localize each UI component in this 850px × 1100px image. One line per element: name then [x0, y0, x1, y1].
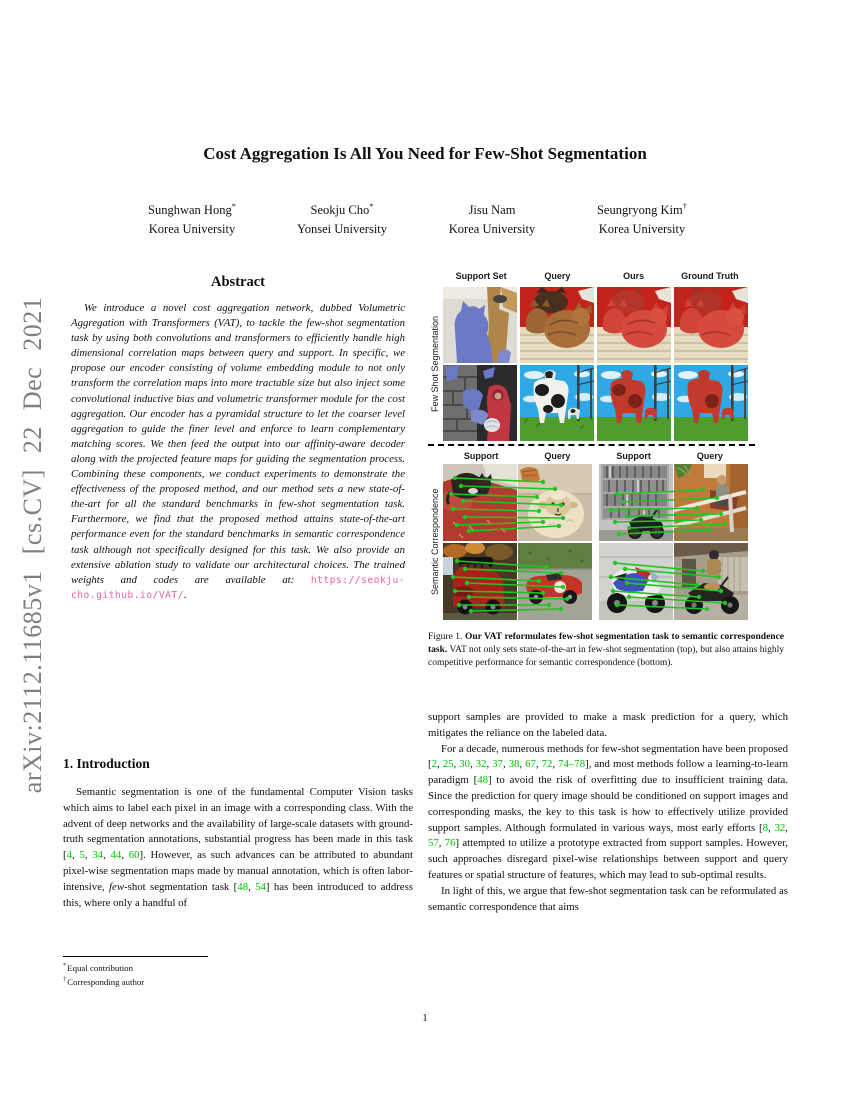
author-3: [417, 197, 567, 239]
author-name: Sunghwan Hong*: [148, 201, 236, 218]
author-1: [117, 197, 267, 239]
author-name: Jisu Nam: [468, 203, 516, 218]
footnote-corresponding-author: †Corresponding author: [63, 976, 145, 988]
author-affiliation: Korea University: [448, 222, 536, 237]
paper-title: Cost Aggregation Is All You Need for Few-Shot Segmentation: [203, 144, 647, 163]
author-affiliation: Korea University: [148, 222, 236, 237]
introduction-text: Semantic segmentation is one of the fundamental Computer Vision tasks which aims to label each pixel in an image with a corresponding class. With the advent of deep networks and the availability of large-scale datasets with ground-truth segmentation annotations, substantial progress has been made in this task [4, 5, 34, 44, 60]. However, as such advances can be attributed to abundant pixel-wise segmentation maps made by manual annotation, which is often labor-intensive, few-shot segmentation task [48, 54] has been introduced to address this, where only a handful of: [63, 786, 414, 909]
author-name: Seungryong Kim†: [596, 201, 687, 218]
few-shot-segmentation-label: Few Shot Segmentation: [430, 315, 440, 413]
semantic-correspondence-label: Semantic Correspondence: [430, 488, 440, 596]
header-query-right: Query: [696, 451, 723, 461]
author-4: [567, 197, 717, 239]
semantic-correspondence-grid: [443, 464, 748, 622]
fewshot-cat-ours-image: [597, 287, 671, 363]
header-support-left: Support: [463, 451, 499, 461]
fewshot-cow-support-image: [443, 365, 517, 441]
figure-caption: Figure 1. Our VAT reformulates few-shot segmentation task to semantic correspondence task. VAT not only sets state-of-the-art in few-shot segmentation (top), but also attains highly competitive performance for semantic correspondence (bottom).: [428, 632, 784, 669]
author-block: [117, 197, 717, 239]
author-affiliation: Yonsei University: [296, 222, 388, 237]
dashed-separator: [428, 444, 755, 446]
match-lines-overlay: [443, 464, 592, 541]
correspondence-pair-motorcycles: [599, 543, 748, 620]
header-query-left: Query: [544, 451, 571, 461]
section-heading-introduction: 1. Introduction: [63, 756, 150, 771]
fewshot-cow-ours-image: [597, 365, 671, 441]
footnotes: [63, 956, 413, 989]
figure-top-column-headers: [443, 271, 748, 281]
match-lines-overlay: [443, 543, 592, 620]
footnote-equal-contribution: *Equal contribution: [63, 962, 133, 973]
fewshot-cat-query-image: [520, 287, 594, 363]
figure-1: [428, 270, 788, 622]
arxiv-banner: arXiv:2112.11685v1 [cs.CV] 22 Dec 2021: [18, 296, 47, 794]
fewshot-cow-groundtruth-image: [674, 365, 748, 441]
right-column-body: [428, 710, 788, 915]
author-affiliation: Korea University: [598, 222, 686, 237]
paragraph-support-samples: support samples are provided to make a mask prediction for a query, which mitigates the reliance on the labeled data.: [428, 711, 788, 739]
header-ground-truth: Ground Truth: [681, 271, 739, 281]
correspondence-pair-bookshelf-room: [599, 464, 748, 541]
fewshot-cat-groundtruth-image: [674, 287, 748, 363]
match-lines-overlay: [599, 464, 748, 541]
header-support-set: Support Set: [455, 271, 507, 281]
paragraph-for-a-decade: For a decade, numerous methods for few-shot segmentation have been proposed [2, 25, 30, 32, 37, 38, 67, 72, 74–78], and most methods follow a learning-to-learn paradigm [48] to avoid the risk of overfitting due to insufficient training data. Since the prediction for query image should be conditioned on support images and corresponding masks, the key to this task is how to effectively utilize provided support samples. Although formulated in various ways, most early efforts [8, 32, 57, 76] attempted to utilize a prototype extracted from support samples. However, such approaches disregard pixel-wise relationships between support and query features or spatial structure of features, which may lead to sub-optimal results.: [428, 742, 788, 881]
abstract-heading: Abstract: [211, 274, 265, 290]
figure-bottom-column-headers: [443, 451, 748, 461]
header-support-right: Support: [616, 451, 651, 461]
footnote-rule: [63, 956, 208, 957]
few-shot-segmentation-grid: [443, 287, 748, 441]
page-number: 1: [422, 1013, 428, 1024]
author-name: Seokju Cho*: [310, 201, 374, 218]
header-query: Query: [544, 271, 571, 281]
header-ours: Ours: [623, 271, 645, 281]
abstract-text: We introduce a novel cost aggregation network, dubbed Volumetric Aggregation with Transformers (VAT), to tackle the few-shot segmentation task by using both convolutions and transformers to efficiently handle high dimensional correlation maps between query and support. In specific, we propose our encoder consisting of volume embedding module to not only transform the correlation maps into more tractable size but also inject some convolutional inductive bias and volumetric transformer module for the cost aggregation. Our encoder has a pyramidal structure to let the coarser level aggregation to guide the finer level and enforce to learn complementary matching scores. We then feed the output into our affinity-aware decoder along with the projected feature maps for guiding the segmentation process. Combining these components, we conduct experiments to demonstrate the effectiveness of the proposed method, and our method sets a new state-of-the-art for all the standard benchmarks in few-shot segmentation task. Furthermore, we find that the proposed method attains state-of-the-art performance even for the standard benchmarks in semantic correspondence task although not specifically designed for this task. We also provide an extensive ablation study to validate our architectural choices. The trained weights and codes are available at: https://seokju-cho.github.io/VAT/.: [71, 302, 405, 601]
correspondence-pair-cat-sheep: [443, 464, 592, 541]
author-2: [267, 197, 417, 239]
paragraph-in-light-of-this: In light of this, we argue that few-shot segmentation task can be reformulated as semantic correspondence that aims: [428, 884, 788, 913]
fewshot-cat-support-image: [443, 287, 517, 363]
match-lines-overlay: [599, 543, 748, 620]
correspondence-pair-cars: [443, 543, 592, 620]
right-column: [428, 270, 788, 913]
fewshot-cow-query-image: [520, 365, 594, 441]
